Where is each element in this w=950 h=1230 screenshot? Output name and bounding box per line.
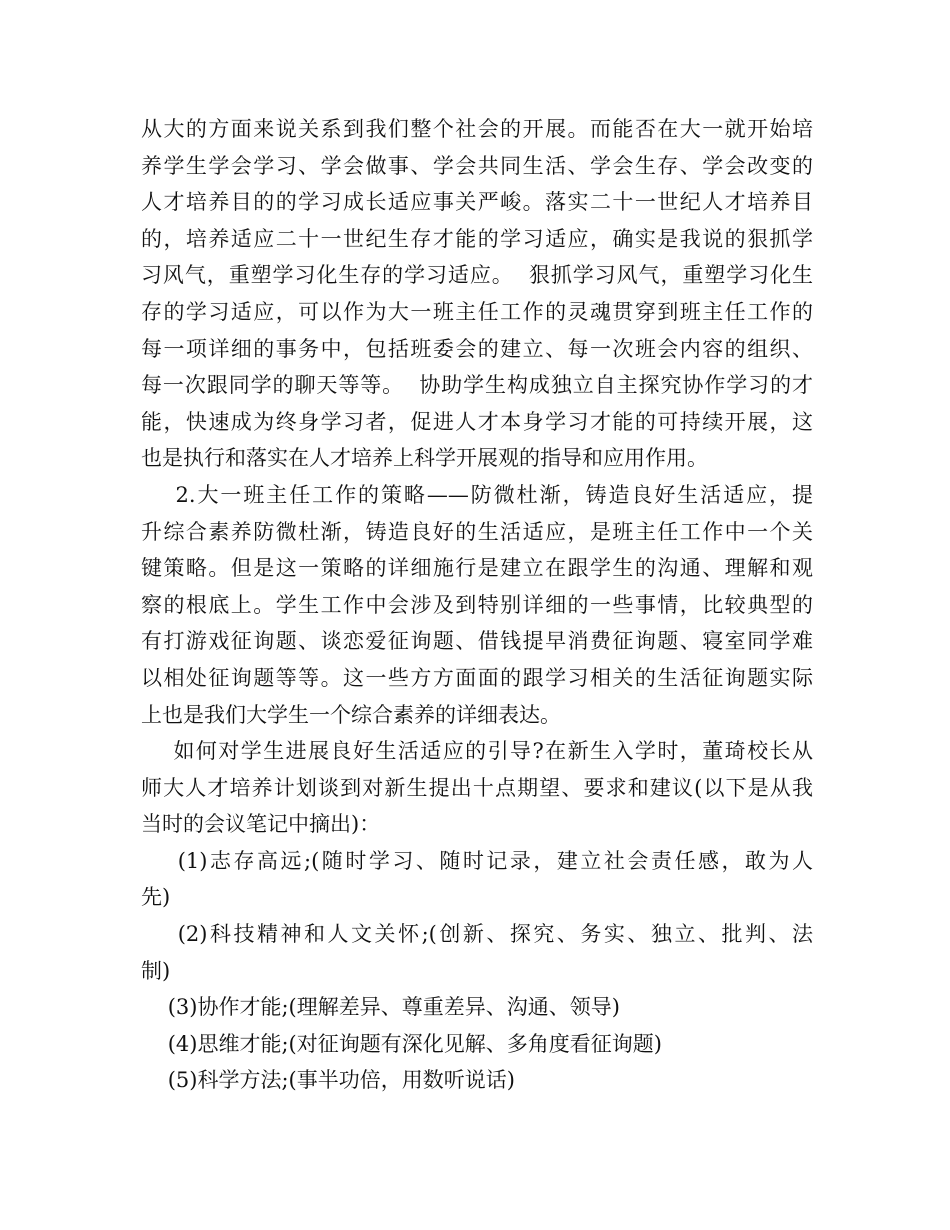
text-line: (1)志存高远;(随时学习、随时记录，建立社会责任感，敢为人 xyxy=(141,848,813,873)
text-line: 当时的会议笔记中摘出)： xyxy=(141,812,381,837)
text-line: 能，快速成为终身学习者，促进人才本身学习才能的可持续开展，这 xyxy=(141,409,813,434)
text-line: 每一项详细的事务中，包括班委会的建立、每一次班会内容的组织、 xyxy=(141,336,813,361)
text-line: (3)协作才能;(理解差异、尊重差异、沟通、领导) xyxy=(141,995,620,1020)
document-body xyxy=(141,111,813,1099)
list-item xyxy=(141,1062,813,1099)
text-line: (5)科学方法;(事半功倍，用数听说话) xyxy=(141,1068,515,1093)
paragraph xyxy=(141,733,813,843)
text-line: 也是执行和落实在人才培养上科学开展观的指导和应用作用。 xyxy=(141,446,708,471)
text-line: 2.大一班主任工作的策略——防微杜渐，铸造良好生活适应，提 xyxy=(141,482,813,507)
text-line: 存的学习适应，可以作为大一班主任工作的灵魂贯穿到班主任工作的 xyxy=(141,299,813,324)
text-line: 从大的方面来说关系到我们整个社会的开展。而能否在大一就开始培 xyxy=(141,117,813,141)
text-line: 人才培养目的的学习成长适应事关严峻。落实二十一世纪人才培养目 xyxy=(141,190,813,215)
text-line: 制) xyxy=(141,958,171,983)
text-line: 上也是我们大学生一个综合素养的详细表达。 xyxy=(141,702,561,727)
list-item xyxy=(141,843,813,916)
paragraph xyxy=(141,111,813,477)
text-line: 有打游戏征询题、谈恋爱征询题、借钱提早消费征询题、寝室同学难 xyxy=(141,629,813,654)
text-line: 先) xyxy=(141,885,171,910)
list-item xyxy=(141,916,813,989)
list-item xyxy=(141,1026,813,1063)
text-line: 如何对学生进展良好生活适应的引导?在新生入学时，董琦校长从 xyxy=(141,739,813,764)
text-line: 养学生学会学习、学会做事、学会共同生活、学会生存、学会改变的 xyxy=(141,153,813,178)
text-line: 的，培养适应二十一世纪生存才能的学习适应，确实是我说的狠抓学 xyxy=(141,226,813,251)
text-line: (4)思维才能;(对征询题有深化见解、多角度看征询题) xyxy=(141,1031,662,1056)
list-item xyxy=(141,989,813,1026)
text-line: 键策略。但是这一策略的详细施行是建立在跟学生的沟通、理解和观 xyxy=(141,556,813,581)
text-line: (2)科技精神和人文关怀;(创新、探究、务实、独立、批判、法 xyxy=(141,922,813,947)
text-line: 每一次跟同学的聊天等等。 协助学生构成独立自主探究协作学习的才 xyxy=(141,373,813,398)
text-line: 察的根底上。学生工作中会涉及到特别详细的一些事情，比较典型的 xyxy=(141,592,813,617)
paragraph xyxy=(141,477,813,733)
text-line: 以相处征询题等等。这一些方方面面的跟学习相关的生活征询题实际 xyxy=(141,665,813,690)
text-line: 师大人才培养计划谈到对新生提出十点期望、要求和建议(以下是从我 xyxy=(141,775,813,800)
text-line: 习风气，重塑学习化生存的学习适应。 狠抓学习风气，重塑学习化生 xyxy=(141,263,813,288)
text-line: 升综合素养防微杜渐，铸造良好的生活适应，是班主任工作中一个关 xyxy=(141,519,813,544)
